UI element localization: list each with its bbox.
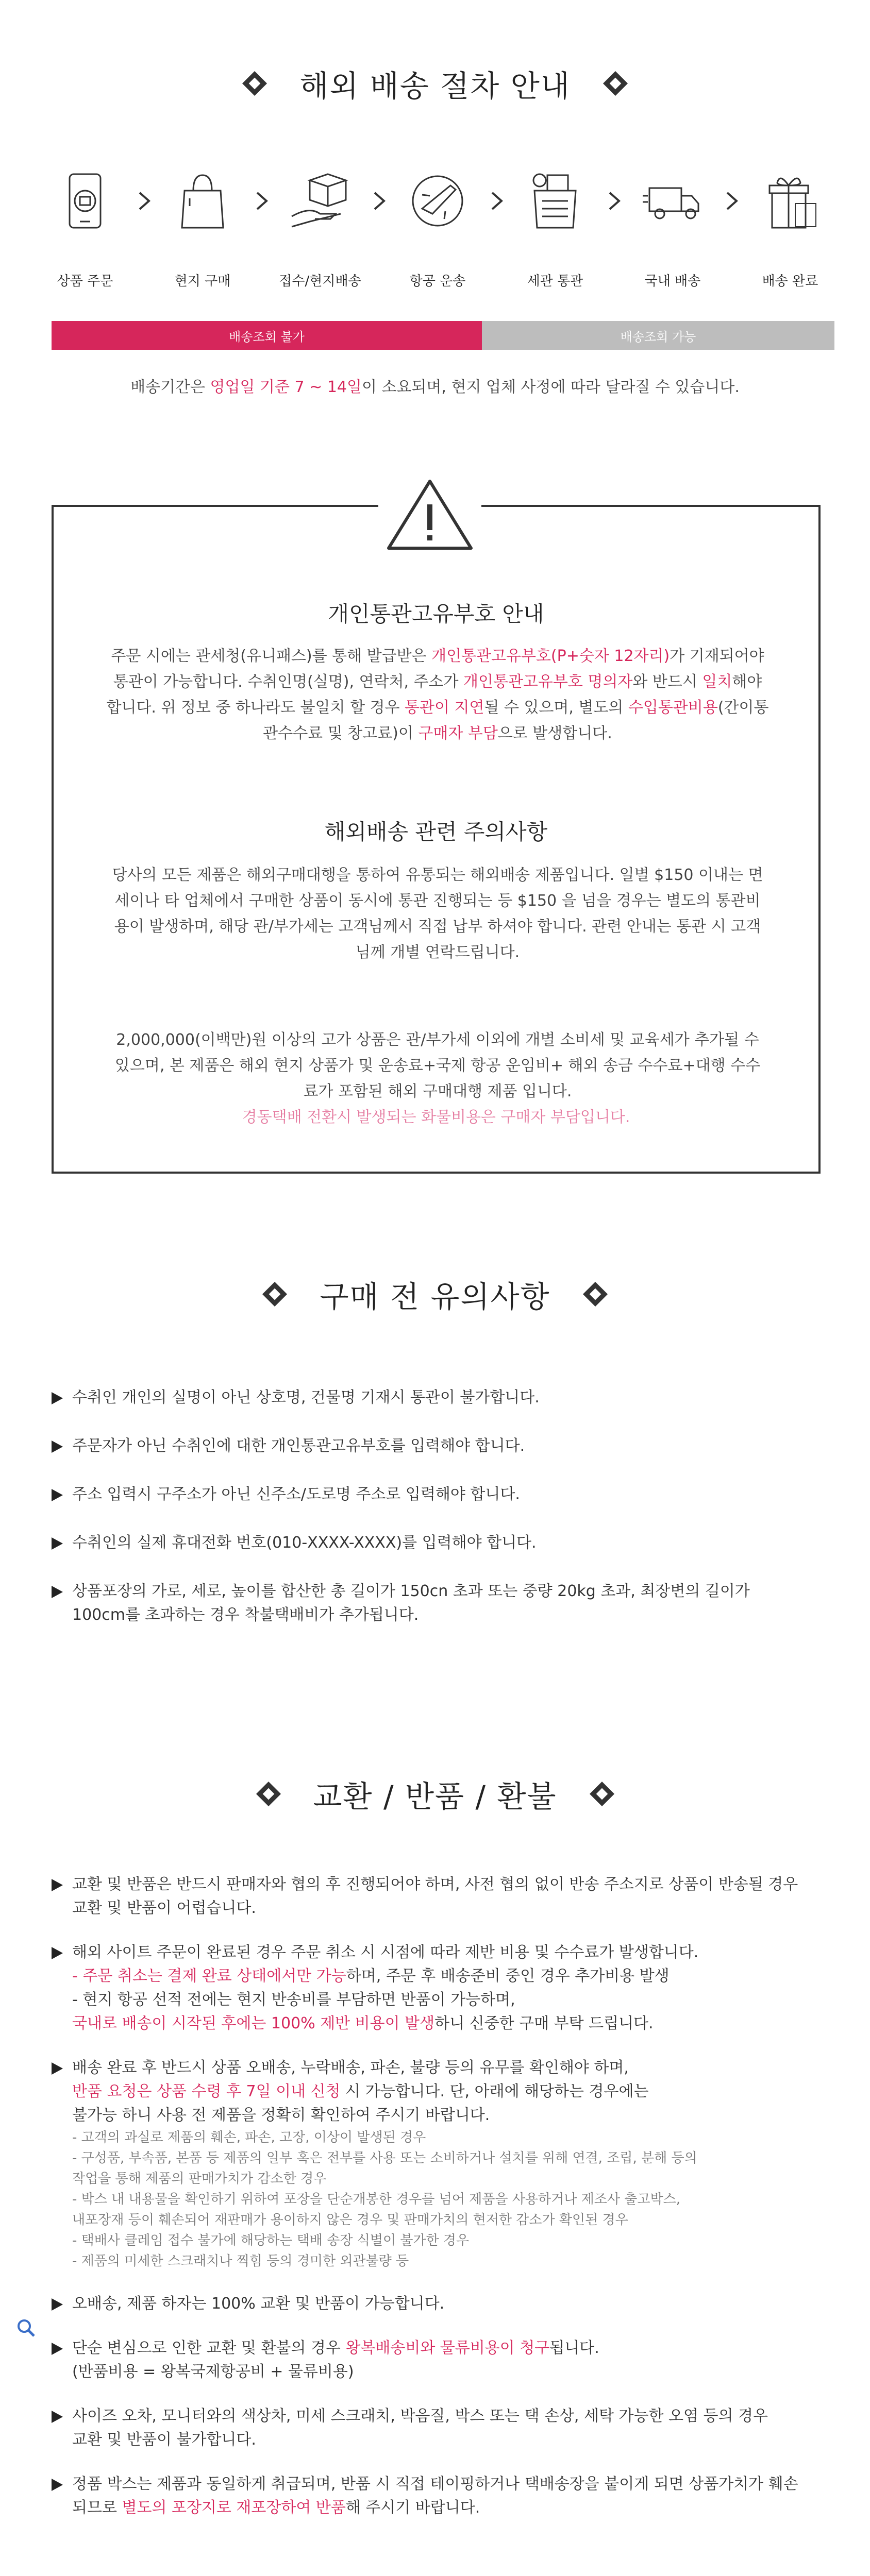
luxury-notice-paragraph: 2,000,000(이백만)원 이상의 고가 상품은 관/부가세 이외에 개별 소비세 및 교육세가 추가될 수 있으며, 본 제품은 해외 현지 상품가 및 운송료+국제 항공 운임비+ 해외 송금 수수료+대행 수수료가 포함된 해외 구매대행 제품 입니다. [114,1031,761,1100]
step-label: 현지 구매 [174,274,231,289]
list-subitem: - 주문 취소는 결제 완료 상태에서만 가능하며, 주문 후 배송준비 중인 경우 추가비용 발생 [72,1967,670,1985]
paragraph-text: 와 반드시 [632,673,702,691]
list-subitem: - 구성품, 부속품, 본품 등 제품의 일부 혹은 전부를 사용 또는 소비하거나 설치를 위해 연결, 조립, 분해 등의 [72,2150,697,2166]
customs-icon [524,170,586,232]
highlight-text: 개인통관고유부호 명의자 [463,673,633,691]
list-subitem: 반품 요청은 상품 수령 후 7일 이내 신청 시 가능합니다. 단, 아래에 해당하는 경우에는 [72,2082,649,2100]
search-icon[interactable] [15,2317,36,2338]
list-subitem: 불가능 하니 사용 전 제품을 정확히 확인하여 주시기 바랍니다. [72,2106,490,2124]
section-heading: 교환 / 반품 / 환불 [313,1779,557,1814]
step-label: 국내 배송 [644,274,701,289]
paragraph-text: 가 기재되어야 통관이 가능합니다. 수취인명(실명), 연락처, 주소가 [113,647,764,691]
exchange-list [52,1873,835,2520]
list-item: 단순 변심으로 인한 교환 및 환불의 경우 왕복배송비와 물류비용이 청구됩니다. [52,2336,835,2360]
list-item: 교환 및 반품은 반드시 판매자와 협의 후 진행되어야 하며, 사전 협의 없이 반송 주소지로 상품이 반송될 경우 교환 및 반품이 어렵습니다. [52,1873,804,1920]
list-subitem: 작업을 통해 제품의 판매가치가 감소한 경우 [72,2171,327,2187]
chevron-right-icon [607,191,622,211]
notice-title: 개인통관고유부호 안내 [328,601,544,626]
list-subitem: 내포장재 등이 훼손되어 재판매가 용이하지 않은 경우 및 판매가치의 현저한 감소가 확인된 경우 [72,2212,628,2228]
highlight-text: 구매자 부담 [418,724,498,742]
overseas-notice-paragraph: 당사의 모든 제품은 해외구매대행을 통하여 유통되는 해외배송 제품입니다. 일별 $150 이내는 면세이나 타 업체에서 구매한 상품이 동시에 통관 진행되는 등 $150 을 넘을 경우는 별도의 통관비용이 발생하며, 해당 관/부가세는 고객님께서 직접 납부 하셔야 합니다. 관련 안내는 통관 시 고객님께 개별 연락드립니다. [112,866,763,961]
step-complete [757,170,824,289]
pre-purchase-title [0,1273,870,1316]
list-item: 배송 완료 후 반드시 상품 오배송, 누락배송, 파손, 불량 등의 유무를 확인해야 하며, [52,2056,835,2080]
truck-icon [642,170,704,232]
step-label: 세관 통관 [527,274,583,289]
list-item: 사이즈 오차, 모니터와의 색상차, 미세 스크래치, 박음질, 박스 또는 택 손상, 세탁 가능한 오염 등의 경우 교환 및 반품이 불가합니다. [52,2404,773,2452]
list-item: 오배송, 제품 하자는 100% 교환 및 반품이 가능합니다. [52,2292,835,2316]
customs-code-paragraph [105,643,770,747]
pre-purchase-list [52,1386,835,1627]
diamond-icon [603,71,628,96]
airplane-icon [407,170,469,232]
paragraph-text: 주문 시에는 관세청(유니패스)를 통해 발급받은 [111,647,432,665]
paragraph-text: 으로 발생합니다. [497,724,612,742]
exchange-title [0,1772,870,1816]
tracking-unavailable-bar: 배송조회 불가 [52,321,482,350]
diamond-icon [256,1782,280,1806]
list-item: 해외 사이트 주문이 완료된 경우 주문 취소 시 시점에 따라 제반 비용 및 수수료가 발생합니다. [52,1941,835,1964]
customs-notice-box [52,505,821,1174]
list-subitem: - 고객의 과실로 제품의 훼손, 파손, 고장, 이상이 발생된 경우 [72,2130,426,2145]
highlight-text: 개인통관고유부호(P+숫자 12자리) [431,647,670,665]
shopping-bag-icon [172,170,233,232]
hand-box-icon [289,170,351,232]
list-item: 주문자가 아닌 수취인에 대한 개인통관고유부호를 입력해야 합니다. [52,1434,835,1458]
step-domestic [639,170,706,289]
list-item: 수취인 개인의 실명이 아닌 상호명, 건물명 기재시 통관이 불가합니다. [52,1386,835,1410]
highlight-text: 일치 [702,673,732,691]
chevron-right-icon [137,191,152,211]
chevron-right-icon [489,191,505,211]
step-receipt [279,170,361,289]
diamond-icon [262,1282,287,1307]
shipping-steps [52,170,825,304]
section-heading: 구매 전 유의사항 [320,1279,550,1314]
step-label: 접수/현지배송 [279,274,361,289]
list-item: 정품 박스는 제품과 동일하게 취급되며, 반품 시 직접 테이핑하거나 택배송장을 붙이게 되면 상품가치가 훼손되므로 별도의 포장지로 재포장하여 반품해 주시기 바랍니다. [52,2472,804,2520]
warning-icon [378,471,481,558]
step-label: 배송 완료 [762,274,818,289]
list-item: 주소 입력시 구주소가 아닌 신주소/도로명 주소로 입력해야 합니다. [52,1483,835,1506]
section-heading: 해외 배송 절차 안내 [299,69,571,104]
chevron-right-icon [724,191,740,211]
list-subitem: - 박스 내 내용물을 확인하기 위하여 포장을 단순개봉한 경우를 넘어 제품을 사용하거나 제조사 출고박스, [72,2192,680,2207]
diamond-icon [589,1782,614,1806]
step-purchase [169,170,236,289]
chevron-right-icon [254,191,270,211]
shipping-section-title [0,62,870,105]
highlight-text: 통관이 지연 [404,699,484,717]
list-subitem: (반품비용 = 왕복국제항공비 + 물류비용) [72,2363,354,2381]
list-subitem: - 현지 항공 선적 전에는 현지 반송비를 부담하면 반품이 가능하며, [72,1991,515,2009]
list-subitem: 국내로 배송이 시작된 후에는 100% 제반 비용이 발생하니 신중한 구매 부탁 드립니다. [72,2014,654,2032]
tracking-available-bar: 배송조회 가능 [482,321,834,350]
list-subitem: - 택배사 클레임 접수 불가에 해당하는 택배 송장 식별이 불가한 경우 [72,2233,470,2248]
step-order [52,170,119,289]
paragraph-text: (간이통관수수료 및 창고료)이 [263,699,769,742]
notice-subtitle: 해외배송 관련 주의사항 [324,819,548,844]
step-air [404,170,471,289]
list-subitem: - 제품의 미세한 스크래치나 찍힘 등의 경미한 외관불량 등 [72,2253,409,2269]
gift-box-icon [759,170,821,232]
list-item: 수취인의 실제 휴대전화 번호(010-XXXX-XXXX)를 입력해야 합니다. [52,1531,835,1555]
list-item: 상품포장의 가로, 세로, 높이를 합산한 총 길이가 150cn 초과 또는 중량 20kg 초과, 최장변의 길이가 100cm를 초과하는 경우 착불택배비가 추가됩니다. [52,1580,752,1627]
phone-order-icon [54,170,116,232]
chevron-right-icon [372,191,387,211]
highlight-text: 수입통관비용 [628,699,718,717]
step-customs [522,170,589,289]
step-label: 항공 운송 [409,274,466,289]
step-label: 상품 주문 [57,274,113,289]
paragraph-text: 될 수 있으며, 별도의 [484,699,628,717]
diamond-icon [582,1282,607,1307]
paragraph-text: 해야 합니다. 위 정보 중 하나라도 불일치 할 경우 [106,673,762,717]
diamond-icon [242,71,267,96]
shipping-period-text: 배송기간은 영업일 기준 7 ~ 14일이 소요되며, 현지 업체 사정에 따라 달라질 수 있습니다. [130,378,740,396]
freight-notice: 경동택배 전환시 발생되는 화물비용은 구매자 부담입니다. [242,1108,630,1126]
